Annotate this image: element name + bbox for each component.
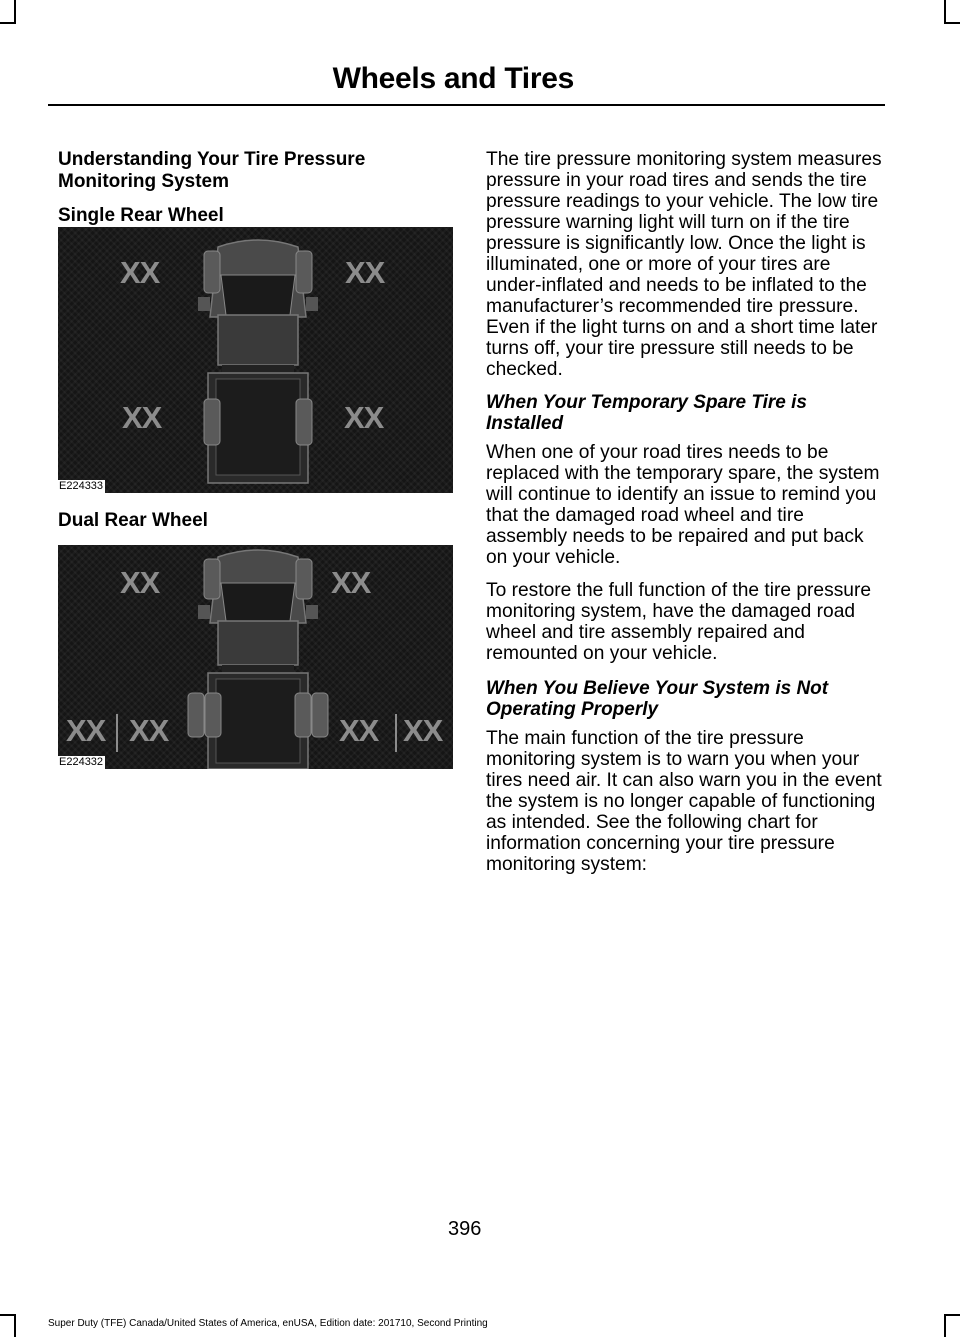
tire-pressure-front-left: XX <box>120 565 160 600</box>
body-paragraph: The tire pressure monitoring system measures pressure in your road tires and sends the tire pressure readings to your vehicle. The low tire pressure warning light will turn on if the tire pressure is significantly low. Once the light is illuminated, one or more of your tires are under-inflated and needs to be inflated to the manufacturer’s recommended tire pressure. Even if the light turns on and a short time later turns off, your tire pressure still needs to be checked. <box>486 149 882 380</box>
tire-pressure-front-right: XX <box>331 565 371 600</box>
crop-mark <box>944 1316 946 1337</box>
footer-text: Super Duty (TFE) Canada/United States of America, enUSA, Edition date: 201710, Second Printing <box>48 1318 488 1329</box>
tire-pressure-rear-right-outer: XX <box>403 713 443 748</box>
header-divider <box>48 104 885 106</box>
crop-mark <box>944 1314 960 1316</box>
body-paragraph: The main function of the tire pressure monitoring system is to warn you when your tires need air. It can also warn you in the event the system is no longer capable of functioning as intended. See the following chart for information concerning your tire pressure monitoring system: <box>486 728 882 875</box>
figure-code: E224332 <box>59 756 104 768</box>
subsection-heading: When You Believe Your System is Not Operating Properly <box>486 678 829 720</box>
crop-mark <box>14 0 16 22</box>
tire-pressure-front-right: XX <box>345 255 385 290</box>
tire-pressure-rear-left-inner: XX <box>129 713 169 748</box>
single-rear-wheel-figure <box>58 227 453 493</box>
tire-label-separator <box>116 714 118 752</box>
tire-pressure-rear-left: XX <box>122 400 162 435</box>
figure-caption: Single Rear Wheel <box>58 205 224 226</box>
tire-label-separator <box>395 714 397 752</box>
crop-mark <box>944 0 946 22</box>
chapter-title: Wheels and Tires <box>332 62 574 95</box>
right-column <box>486 149 886 887</box>
tire-pressure-rear-left-outer: XX <box>66 713 106 748</box>
crop-mark <box>944 22 960 24</box>
section-heading-line: Monitoring System <box>58 171 230 192</box>
dual-rear-wheel-figure <box>58 545 453 769</box>
tire-pressure-rear-right-inner: XX <box>339 713 379 748</box>
section-heading <box>58 149 438 193</box>
subsection-heading: When Your Temporary Spare Tire is Installed <box>486 392 807 434</box>
page-number-text: 396 <box>448 1218 482 1240</box>
tire-pressure-rear-right: XX <box>344 400 384 435</box>
crop-mark <box>0 22 16 24</box>
figure-code: E224333 <box>59 480 104 492</box>
tire-pressure-front-left: XX <box>120 255 160 290</box>
crop-mark <box>0 1314 16 1316</box>
section-heading-line: Understanding Your Tire Pressure <box>58 149 366 170</box>
figure-caption: Dual Rear Wheel <box>58 510 208 531</box>
crop-mark <box>14 1316 16 1337</box>
body-paragraph: When one of your road tires needs to be replaced with the temporary spare, the system will continue to identify an issue to remind you that the damaged road wheel and tire assembly needs to be repaired and put back on your vehicle. <box>486 442 880 568</box>
body-paragraph: To restore the full function of the tire pressure monitoring system, have the damaged road wheel and tire assembly repaired and remounted on your vehicle. <box>486 580 872 664</box>
truck-top-view-illustration <box>58 227 453 493</box>
